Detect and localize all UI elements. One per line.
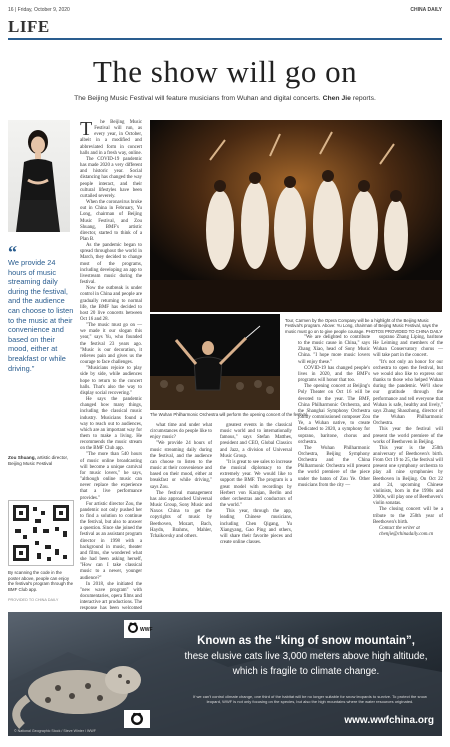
paragraph: This year is the 250th anniversary of Beethoven's birth. From Oct 19 to 25, the festival will present one symphony orchestra to play all nine symphonies by Beethoven in Beijing. On Oct 22 and 24, upcoming Chinese violinists, born in the 1990s and 2000s, will play one of Beethoven's violin sonatas.	[373, 445, 443, 507]
section-title: LIFE	[8, 17, 50, 36]
wwf-logo	[124, 620, 153, 638]
ad-tagline-line: which is fragile to climate change.	[232, 666, 380, 677]
article-column-1	[80, 120, 142, 610]
ad-body-text: If we can't control climate change, one third of the habitat will be no longer suitable for snow leopards to survive. To protect the snow leopard, WWF is not only focusing on the species, but also the high mountains where the water resources originated.	[193, 694, 427, 704]
paragraph: The COVID-19 pandemic has made 2020 a very different and historic year. Social distancing has changed the way people interact, and their cultural lifestyles have been curtailed severely.	[80, 156, 142, 199]
paragraph: The opening concert at Beijing's Poly Theater on Oct 16 will be devoted to the year. The BMF, China Philharmonic Orchestra, and the Shanghai Symphony Orchestra jointly commissioned composer Zou Ye, a Wuhan native, to create Dedicated to 2020, a symphony for soprano, baritone, chorus and orchestra.	[298, 384, 370, 445]
poster-credit: PROVIDED TO CHINA DAILY	[8, 598, 59, 602]
headline: The show will go on	[92, 54, 358, 89]
panda-icon	[124, 710, 150, 728]
paragraph: This year, through the app, leading Chinese musicians, including Chen Qigang, Yu Xiangyang, Gao Ping and others, will share their favorite pieces and create online classes.	[220, 509, 292, 545]
portrait-photo	[8, 120, 70, 232]
article-column-5	[373, 335, 443, 610]
concert-photo	[150, 314, 280, 410]
drop-cap: T	[80, 118, 93, 140]
paragraph: For artistic director Zou, the pandemic not only pushed her to find a solution to continue the festival, but also to answer a question. Since she joined the festival as an assistant program director in 1998 with a background in music, theater and films, she wondered what she had been asking herself, "How can I take classical music to a newer, younger audience?"	[80, 501, 142, 581]
contact-email[interactable]: chenjie@chinadaily.com.cn	[379, 532, 434, 537]
ad-url-link[interactable]: www.wwfchina.org	[344, 715, 434, 726]
paragraph: soprano Zhang Liping, baritone He Leiming and members of the Wuhan Conservatory chorus — will take part in the concert.	[373, 335, 443, 359]
ad-tagline-line: these elusive cats live 3,000 meters above high altitude,	[184, 651, 428, 662]
opera-stage-photo	[150, 120, 442, 312]
paragraph: "The more than 540 hours of music online broadcasting will become a unique carnival for music lovers," he says, "although online music can never replace the experience that a live performance provides."	[80, 452, 142, 501]
paragraph: The festival management has also approached Universal Music Group, Sony Music and Naxos China to get the copyrights of music by Beethoven, Mozart, Bach, Haydn, Brahms, Mahler, Tchaikovsky and others.	[150, 490, 212, 539]
paragraph: This year the festival will present the world premiere of the works of Beethoven in Beijing.	[373, 427, 443, 445]
qr-caption: By scanning the code in the poster above, people can enjoy the festival's program through the BMF Club app.	[8, 570, 74, 592]
paragraph: COVID-19 has changed people's lives in 2020, and the BMF's programs will honor that too.	[298, 365, 370, 384]
publication-name: CHINA DAILY	[410, 7, 442, 13]
paragraph: he Beijing Music Festival will run, as every year, in October, albeit in a modified and abbreviated form in concert halls and in a fresh way, online.	[80, 120, 142, 156]
conductor-illustration	[150, 314, 280, 410]
paragraph: When the coronavirus broke out in China in February, Yu Long, chairman of Beijing Music Festival, and Zou Shuang, BMF's artistic director, started to think of a Plan B.	[80, 200, 142, 242]
byline: Chen Jie	[322, 95, 351, 102]
paragraph: As the pandemic began to spread throughout the world in March, they decided to change most of the programs, including developing an app to livestream music during the festival.	[80, 243, 142, 286]
article-column-3	[220, 423, 292, 609]
stage-caption-text: Tour, Carmen by the Opera Company will be a highlight of the Beijing Music Festival's program. Above: Yu Long, chairman of Beijing Music Festival, says the music must go on to give people courage.	[285, 318, 439, 334]
contact-label: Contact the writer at	[379, 525, 420, 531]
paragraph: what time and under what circumstances do people like to enjoy music?	[150, 423, 212, 441]
page-header	[8, 4, 442, 16]
paragraph: He says the pandemic changed how many things, including the classical music industry. Musicians found a way to reach out to audiences, which are an important way for them to make a living. He recommends the music stream on the BMF Club app.	[80, 397, 142, 452]
pullquote: We provide 24 hours of music streaming daily during the festival, and the audience can choose to listen to the music at their convenience and based on their mood, either at breakfast or while driving.”	[8, 258, 74, 373]
subhead-text: The Beijing Music Festival will feature musicians from Wuhan and digital concerts.	[74, 95, 321, 102]
paragraph: "We provide 24 hours of music streaming daily during the festival, and the audience can choose to listen to the music at their convenience and based on their mood, either at breakfast or while driving," says Zou.	[150, 441, 212, 490]
article-column-4	[298, 335, 370, 610]
page-date: 16 | Friday, October 9, 2020	[8, 7, 70, 13]
ad-tagline-line: Known as the “king of snow mountain”,	[197, 635, 415, 647]
paragraph: In 2018, she initiated the "new wave program" with documentaries, opera films and interactive art productions. The response has been welcomed	[80, 581, 142, 612]
byline-suffix: reports.	[352, 95, 376, 102]
panda-icon	[124, 620, 153, 638]
qr-code-icon	[9, 501, 73, 565]
wwf-logo-secondary	[124, 710, 150, 728]
section-rule	[8, 38, 442, 40]
quote-mark: “	[8, 242, 17, 262]
wwf-brand-text: WWF	[140, 627, 153, 633]
paragraph: "Musicians rejoice to play side by side, while audiences hope to return to the concert halls. That's also the way to display social recovering."	[80, 366, 142, 396]
paragraph: "We are delighted to contribute to the music cause in China," says Zhang Xiao, head of Sony Music China. "I hope more music lovers will enjoy these."	[298, 335, 370, 365]
paragraph: "The music must go on — we made it our slogan this year," says Yu, who founded the festival 23 years ago. "Music is our decoration, it relieves pain and gives us the courage to face challenges.	[80, 323, 142, 366]
paragraph: "It's not only an honor for our orchestra to open the festival, but we would also like to express our thanks to those who helped Wuhan during the pandemic. We'll show our gratitude through the performance and tell everyone that Wuhan is safe, healthy and lively," says Zhang Shaozhong, director of the Wuhan Philharmonic Orchestra.	[373, 359, 443, 427]
qr-code[interactable]	[8, 500, 74, 566]
pullquote-speaker: Zou Shuang,	[8, 455, 36, 460]
paragraph: "It is great to see sales to increase the musical diplomacy to the extremely year. We would like to support the BMF. The program is a great model with recordings by Herbert von Karajan, Berlin and other orchestras and conductors of the world."	[220, 459, 292, 509]
wwf-advertisement[interactable]	[8, 612, 442, 736]
stage-photo-caption	[285, 318, 445, 334]
concert-photo-caption: The Wuhan Philharmonic Orchestra will perform the opening concert of the festival.	[150, 412, 309, 417]
opera-stage-illustration	[150, 120, 442, 312]
pullquote-credit	[8, 455, 74, 467]
paragraph: The Wuhan Philharmonic Orchestra, Beijing Symphony Orchestra and the China Philharmonic Orchestra will present the world premiere of the piece under the baton of Zou Ye. Other musicians from the city —	[298, 445, 370, 488]
portrait-figure	[8, 120, 70, 232]
paragraph: greatest events in the classical music world and to internationally famous," says Stefan Matthes, president and CEO, Global Classics and Jazz, a division of Universal Music Group.	[220, 423, 292, 459]
ad-tagline	[176, 634, 436, 679]
stage-caption-credit: PHOTOS PROVIDED TO CHINA DAILY	[365, 328, 443, 334]
subhead	[30, 95, 420, 102]
article-column-2	[150, 423, 212, 609]
ad-photo-credit: © National Geographic Stock / Steve Winter / WWF	[14, 729, 96, 733]
pullquote-speaker-title: artistic director, Beijing Music Festival	[8, 455, 68, 466]
paragraph: Now the outbreak is under control in China and people are gradually returning to normal life, the BMF has decided to host 20 live concerts between Oct 16 and 28.	[80, 286, 142, 322]
paragraph: The closing concert will be a tribute to the 250th year of Beethoven's birth.	[373, 507, 443, 525]
